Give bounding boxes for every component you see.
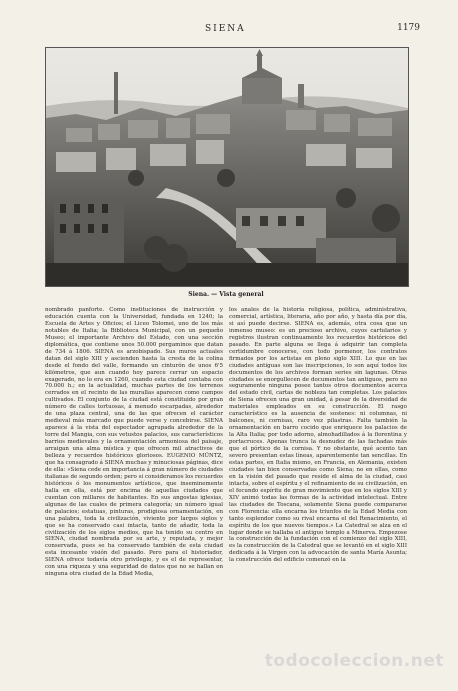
figure-caption: Siena. — Vista general <box>188 291 264 298</box>
text-column-left <box>45 307 223 578</box>
paragraph: los anales de la historia religiosa, política, administrativa, comercial, artística, literaria, año por año, y hasta día por día, si así puede decirse. SIENA es, además, otra cosa que un inmenso museo: es un precioso archivo, cuyos cartularios y registros ilustran continuamente los recuerdos históricos del pasado. En parte alguna se llega á adquirir tan completa certidumbre conocerse, con todo pormenor, los contratos firmados por los artistas en pleno siglo XIII. Lo que en las ciudades antiguas son las inscripciones, lo son aquí todos los documentos de los archivos forman series sin lagunas. Otras ciudades se enorgullecen de documentos tan antiguos, pero no seguramente ninguna posee tantos otros documentos acerca del estado civil, cartas de nobleza tan completas. Los palacios de Siena ofrecen una gran unidad, á pesar de la diversidad de materiales empleados en su construcción. El rasgo característico es la ausencia de sostenes: ni columnas, ni balcones, ni cornisas, raro vez pilastras. Falta también la ornamentación en barro cocido que enriquece los palacios de la Alta Italia; por todo adorno, almohadillados á la florentina y portacruces. Apenas trunca la desnudez de las fachadas más que el pórtico de la cornisa. Y no obstante, qué acento tan severo presentan estas líneas, aparentemente tan sencillas. En estas partes, en Italia mismo, en Francia, en Alemania, existen ciudades tan bien conservadas como Siena; no en ellas, como en la visión del pasado que reside el alma de la ciudad, casi intacta, sobre el espíritu y el refinamiento de su civilización, en el fecundo espíritu de gran movimiento que en los siglos XIII y XIV animó todas las formas de la actividad intelectual. Entre las ciudades de Toscana, solamente Siena puede compararse con Florencia: ella encarna los triunfos de la Edad Media con tanto esplendor como su rival encarna el del Renacimiento, el espíritu de los que nuevos tiempos.» La Catedral se alza en el lugar donde se hallaba el antiguo templo a Minerva. Empezose la construcción de la fundación con el comienzo del siglo XIII, es la construcción de la Catedral que se levantó en el siglo XIII dedicada á la Virgen con la advocación de santa María Asunta; la construcción del edificio comenzó en la <box>229 307 407 564</box>
running-header-title: SIENA <box>205 24 246 34</box>
site-watermark: todocoleccion.net <box>264 651 444 671</box>
siena-panorama-photo <box>45 47 409 287</box>
page-number: 1179 <box>397 23 420 33</box>
text-column-right <box>229 307 407 564</box>
paragraph: nombrado panforte. Como instituciones de instrucción y educación cuenta con la Universidad, fundada en 1240; la Escuela de Artes y Oficios; el Liceo Tolomei, uno de los más notables de Italia; la Biblioteca Municipal, con un pequeño Museo; el importante Archivo del Estado, con una sección diplomática, que contiene unos 50.000 pergaminos que datan de 734 á 1806. SIENA es arzobispado. Sus muros actuales datan del siglo XIII y ascienden hasta la cresta de la colina desde el fondo del valle, formando un cinturón de unos 6'5 kilómetros, que aun cuando hoy parece cerrar un espacio exagerado, no lo era en 1260, cuando esta ciudad contaba con 70.000 h.; en la actualidad, muchas partes de los terrenos cerrados en el recinto de las murallas aparecen como campos cultivados. El conjunto de la ciudad está constituido por gran número de calles tortuosas, á menudo escarpadas, alrededor de una plaza central, una de las que ofrecen el carácter medieval más marcado que puede verse y concebirse. SIENA aparece á la vista del espectador agrupada alrededor de la torre del Mangia, con sus vetustos palacios, sus característicos barrios medievales y la ornamentación armoniosa del paisaje, arraigan una alma mística y que ofrecen mil atractivos de belleza y recuerdos históricos gloriosos. EUGENIO MÜNTZ, que ha consagrado á SIENA muchas y minuciosas páginas, dice de ella: «Siena cede en importancia á gran número de ciudades italianas de segundo orden; pero si consideramos los recuerdos históricos ó los monumentos artísticos, que inseminemente halla en ella, está por encima de aquellas ciudades que cuentan con millares de habitantes. En sus angostas iglesias, algunas de las cuales de primera categoría; un número igual de palacios; estatuas, pinturas, prodigiosa ornamentación, en una palabra, toda la civilización, viviente por largos siglos y que se ha conservado casi intacta, tanto de añadir, toda la civilización de los siglos medios, que ha tenido su centro en SIENA, ciudad nombrada por su arte, y reputada, y mejor conservada, pues se ha conservado también de esta ciudad esta incesante visión del pasado. Pero para el historiador, SIENA ofrece todavía otro privilegio, y es el de representar, con una riqueza y una seguridad de datos que no se hallan en ninguna otra ciudad de la Edad Media, <box>45 307 223 578</box>
